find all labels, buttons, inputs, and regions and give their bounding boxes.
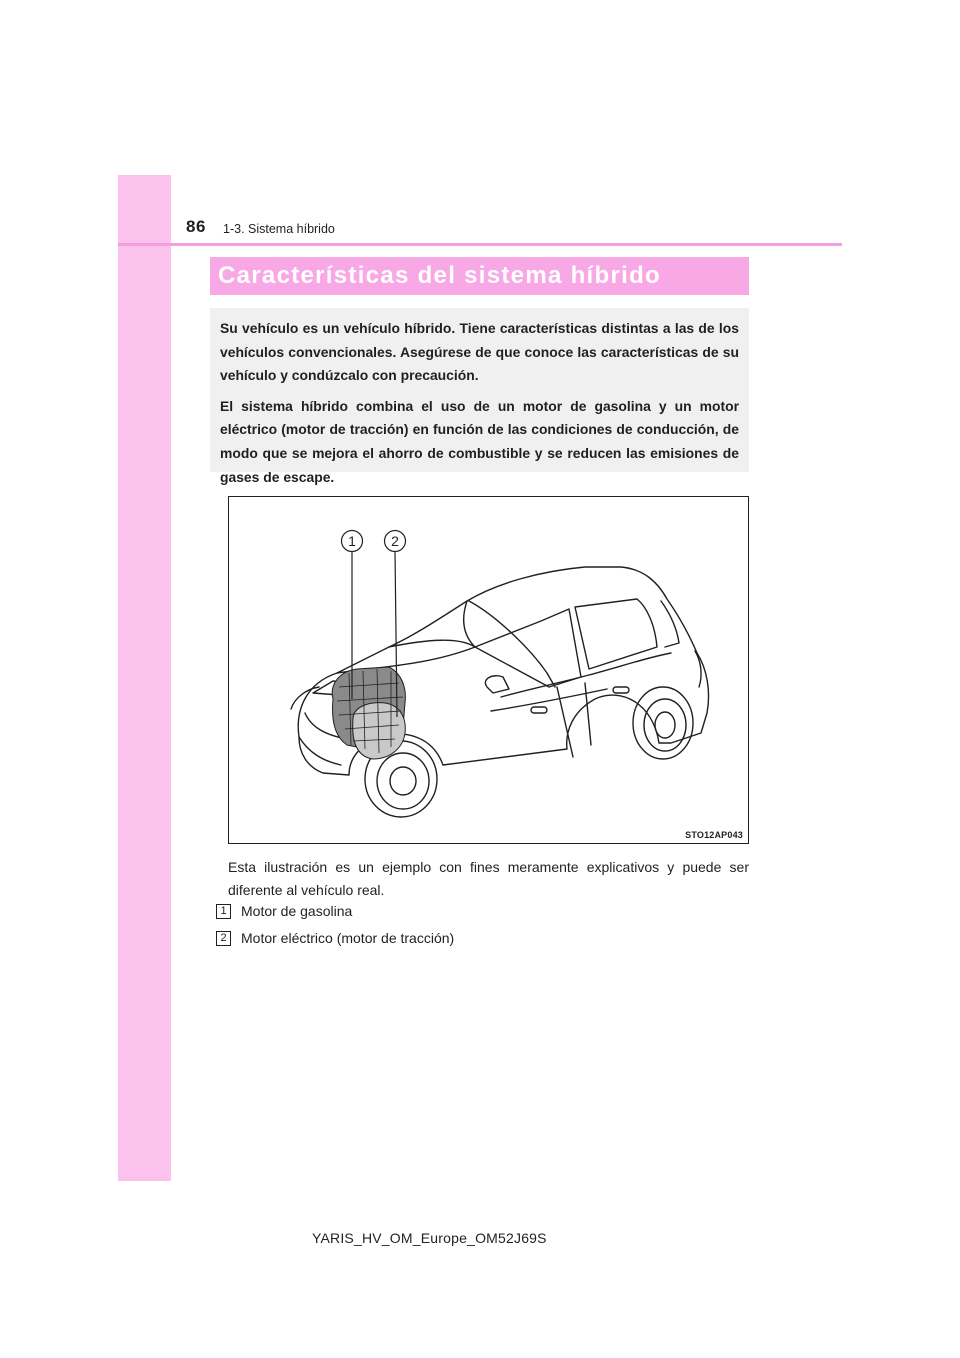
figure-code: STO12AP043	[685, 830, 743, 840]
legend-label: Motor de gasolina	[241, 903, 353, 919]
page-number: 86	[186, 217, 206, 236]
header-rule	[118, 243, 842, 246]
legend-number-badge: 2	[216, 931, 231, 946]
callout-2	[385, 531, 406, 552]
legend-item	[216, 930, 454, 946]
svg-text:1: 1	[348, 533, 356, 549]
document-footer-code: YARIS_HV_OM_Europe_OM52J69S	[312, 1230, 547, 1246]
side-tab-band	[118, 175, 171, 1181]
section-label: 1-3. Sistema híbrido	[223, 222, 335, 236]
intro-paragraph: El sistema híbrido combina el uso de un motor de gasolina y un motor eléctrico (motor de tracción) en función de las condiciones de conducción, de modo que se mejora el ahorro de combustible y se reducen las emisiones de gases de escape.	[220, 397, 739, 485]
intro-box	[210, 308, 749, 485]
hybrid-car-illustration	[228, 496, 749, 844]
legend-item	[216, 903, 352, 919]
car-drawing	[229, 497, 748, 843]
callout-1	[342, 531, 363, 552]
section-title-bar	[210, 257, 749, 295]
figure-caption: Esta ilustración es un ejemplo con fines meramente explicativos y puede ser diferente al vehículo real.	[228, 859, 749, 898]
svg-text:2: 2	[391, 533, 399, 549]
intro-paragraph: Su vehículo es un vehículo híbrido. Tiene características distintas a las de los vehículos convencionales. Asegúrese de que conoce las características de su vehículo y condúzcalo con precaución.	[220, 320, 739, 384]
legend-number-badge: 1	[216, 904, 231, 919]
section-title: Características del sistema híbrido	[218, 262, 661, 289]
legend-label: Motor eléctrico (motor de tracción)	[241, 930, 455, 946]
